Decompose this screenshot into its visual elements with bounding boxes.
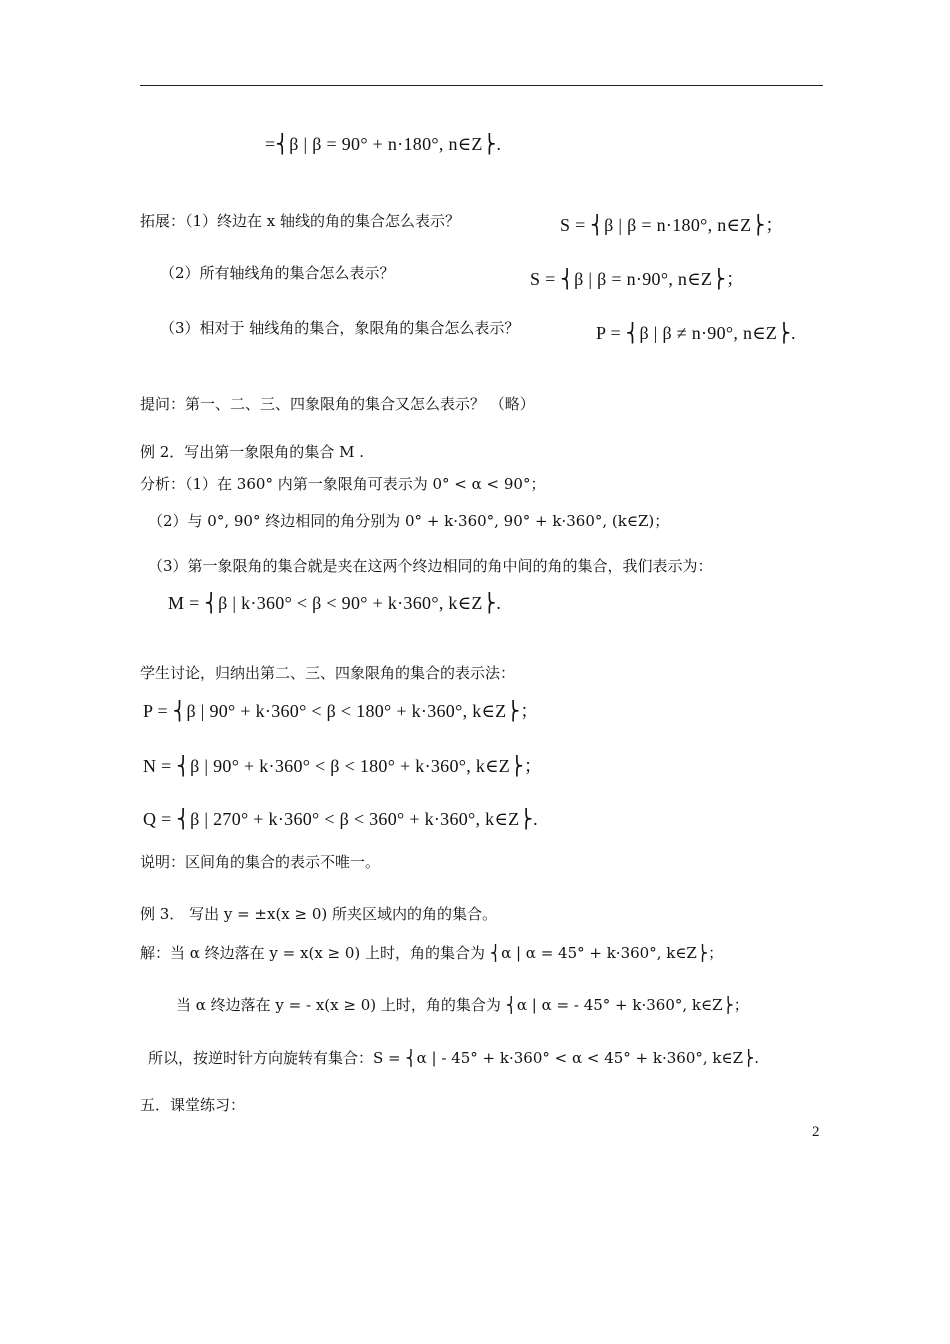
section-5-heading: 五．课堂练习： <box>140 1096 246 1114</box>
header-rule <box>140 85 823 86</box>
example-2-analysis-2: （2）与 0°, 90° 终边相同的角分别为 0° + k·360°, 90° + k·360°, (k∈Z)； <box>148 512 670 530</box>
page-number: 2 <box>812 1124 820 1140</box>
extension-3-math: P = ⎨β | β ≠ n·90°, n∈Z⎬. <box>596 323 796 343</box>
set-P: P = ⎨β | 90° + k·360° < β < 180° + k·360°, k∈Z⎬； <box>143 701 539 721</box>
question-line: 提问：第一、二、三、四象限角的集合又怎么表示？ （略） <box>140 395 535 413</box>
extension-1-text: 拓展：（1）终边在 x 轴线的角的集合怎么表示？ <box>140 212 461 230</box>
set-Q: Q = ⎨β | 270° + k·360° < β < 360° + k·360°, k∈Z⎬. <box>143 809 538 829</box>
example-3-title: 例 3． 写出 y = ±x(x ≥ 0) 所夹区域内的角的集合。 <box>140 905 498 923</box>
extension-2-math: S = ⎨β | β = n·90°, n∈Z⎬； <box>530 269 745 289</box>
example-2-analysis-3: （3）第一象限角的集合就是夹在这两个终边相同的角中间的角的集合，我们表示为： <box>148 557 713 575</box>
example-2-title: 例 2．写出第一象限角的集合 M . <box>140 443 364 461</box>
example-2-set-M: M = ⎨β | k·360° < β < 90° + k·360°, k∈Z⎬. <box>168 593 502 613</box>
example-3-solution-1: 解：当 α 终边落在 y = x(x ≥ 0) 上时，角的集合为 ⎨α | α = 45° + k·360°, k∈Z⎬； <box>140 944 724 962</box>
set-N: N = ⎨β | 90° + k·360° < β < 180° + k·360°, k∈Z⎬； <box>143 756 543 776</box>
example-3-solution-2: 当 α 终边落在 y = - x(x ≥ 0) 上时，角的集合为 ⎨α | α = - 45° + k·360°, k∈Z⎬； <box>176 996 749 1014</box>
example-3-solution-3: 所以，按逆时针方向旋转有集合：S = ⎨α | - 45° + k·360° < α < 45° + k·360°, k∈Z⎬. <box>148 1049 760 1067</box>
discussion-line: 学生讨论，归纳出第二、三、四象限角的集合的表示法： <box>140 664 516 682</box>
extension-2-text: （2）所有轴线角的集合怎么表示？ <box>160 264 395 282</box>
set-equation-line: =⎨β | β = 90° + n·180°, n∈Z⎬. <box>265 134 502 154</box>
extension-1-math: S = ⎨β | β = n·180°, n∈Z⎬； <box>560 215 784 235</box>
extension-3-text: （3）相对于 轴线角的集合，象限角的集合怎么表示？ <box>160 319 520 337</box>
note-line: 说明：区间角的集合的表示不唯一。 <box>140 853 381 871</box>
example-2-analysis-1: 分析：（1）在 360° 内第一象限角可表示为 0° < α < 90°； <box>140 475 546 493</box>
